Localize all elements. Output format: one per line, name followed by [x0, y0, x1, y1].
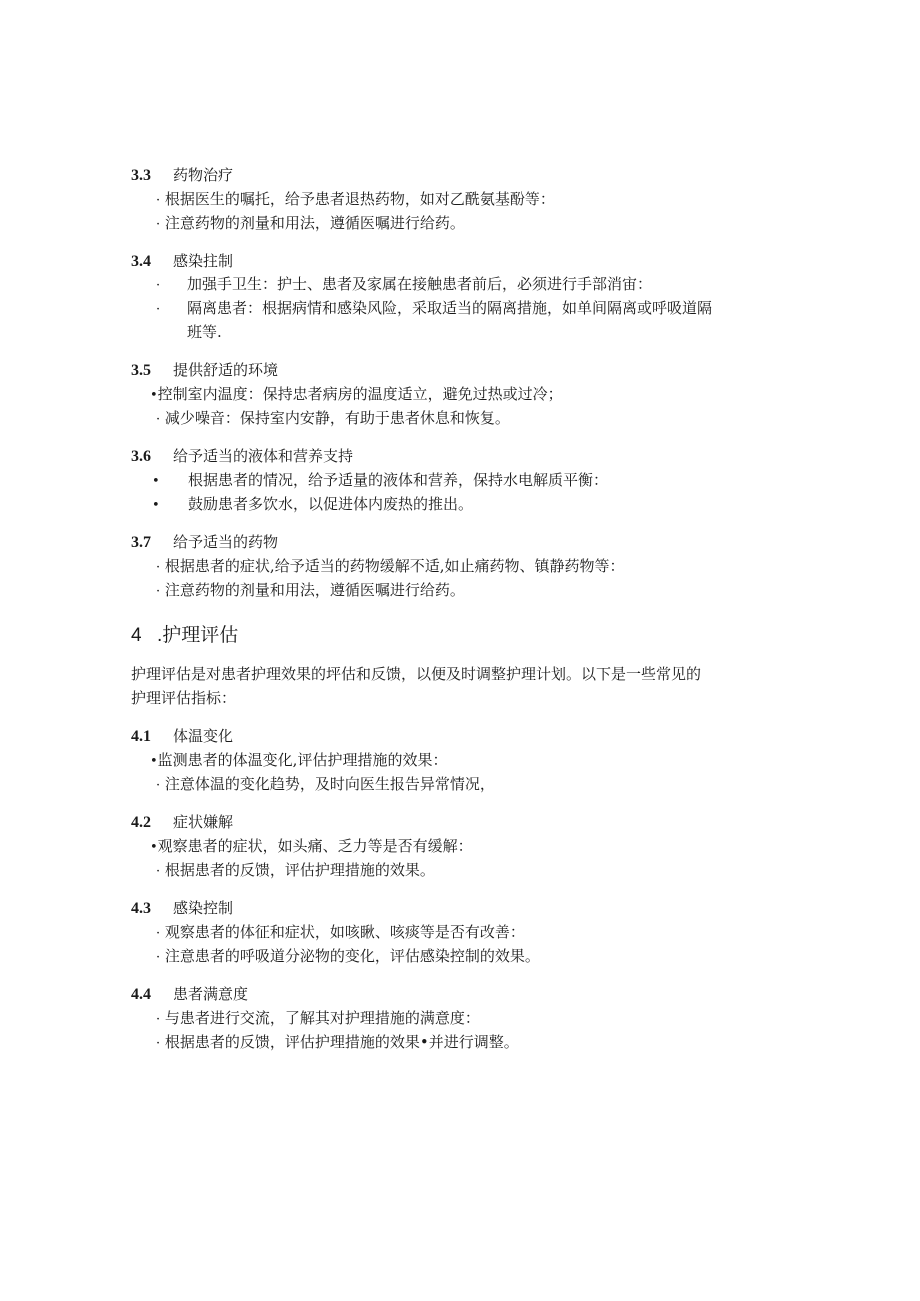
section-heading-3-4: 3.4 感染拄制 [131, 252, 234, 270]
list-item: · 隔离患者：根据病情和感染风险，采取适当的隔离措施，如单间隔离或呼吸道隔 [156, 299, 713, 317]
list-item: · 根据医生的嘱托，给予患者退热药物，如对乙酰氨基酚等： [156, 190, 555, 208]
list-item: · 根据患者的症状,给予适当的药物缓解不适,如止痛药物、镇静药物等： [156, 557, 625, 575]
section-heading-3-3: 3.3 药物治疗 [131, 166, 234, 184]
list-item: · 减少噪音：保持室内安静，有助于患者休息和恢复。 [156, 409, 510, 427]
list-item: •控制室内温度：保持忠者病房的温度适立，避免过热或过冷； [150, 385, 563, 403]
list-item: · 注意药物的剂量和用法，遵循医嘱进行给药。 [156, 581, 465, 599]
section-title: 药物治疗 [173, 166, 234, 184]
chapter-heading: 4 .护理评估 [131, 625, 239, 646]
section-title: 给予适当的液体和营养支持 [173, 447, 354, 465]
section-title: 提供舒适的环境 [173, 361, 279, 379]
list-item: · 加强手卫生：护士、患者及家属在接触患者前后，必须进行手部消宙： [156, 275, 653, 293]
section-title: 感染控制 [173, 899, 234, 917]
section-title: 症状嫌解 [173, 813, 234, 831]
list-item: · 根据患者的反馈，评估护理措施的效果•并进行调整。 [156, 1033, 519, 1051]
chapter-title: .护理评估 [157, 625, 239, 646]
list-item: · 注意体温的变化趋势，及时向医生报告异常情况， [156, 775, 495, 793]
section-heading-4-2: 4.2 症状嫌解 [131, 813, 234, 831]
list-item: • 根据患者的情况，给予适量的液体和营养，保持水电解质平衡： [152, 471, 609, 489]
list-item: · 注意患者的呼吸道分泌物的变化，评估感染控制的效果。 [156, 947, 540, 965]
list-item-continuation: 班等. [187, 323, 222, 341]
section-title: 体温变化 [173, 727, 234, 745]
section-heading-4-3: 4.3 感染控制 [131, 899, 234, 917]
section-heading-4-1: 4.1 体温变化 [131, 727, 234, 745]
intro-paragraph-line: 护理评估是对患者护理效果的坪估和反馈，以便及时调整护理计划。以下是一些常见的 [131, 665, 702, 683]
section-heading-3-6: 3.6 给予适当的液体和营养支持 [131, 447, 354, 465]
list-item: •监测患者的体温变化,评估护理措施的效果： [150, 751, 448, 769]
list-item: •观察患者的症状，如头痛、乏力等是否有缓解： [150, 837, 473, 855]
intro-paragraph-line: 护理评估指标： [131, 689, 237, 707]
section-heading-3-5: 3.5 提供舒适的环境 [131, 361, 279, 379]
section-title: 感染拄制 [173, 252, 234, 270]
section-heading-3-7: 3.7 给予适当的药物 [131, 533, 279, 551]
list-item: · 注意药物的剂量和用法，遵循医嘱进行给药。 [156, 214, 465, 232]
section-title: 患者满意度 [173, 985, 249, 1003]
section-title: 给予适当的药物 [173, 533, 279, 551]
section-heading-4-4: 4.4 患者满意度 [131, 985, 249, 1003]
list-item: · 与患者进行交流，了解其对护理措施的满意度： [156, 1009, 480, 1027]
list-item: · 观察患者的体征和症状，如咳瞅、咳痰等是否有改善： [156, 923, 525, 941]
list-item: · 根据患者的反馈，评估护理措施的效果。 [156, 861, 435, 879]
list-item: • 鼓励患者多饮水，以促进体内废热的推出。 [152, 495, 474, 513]
